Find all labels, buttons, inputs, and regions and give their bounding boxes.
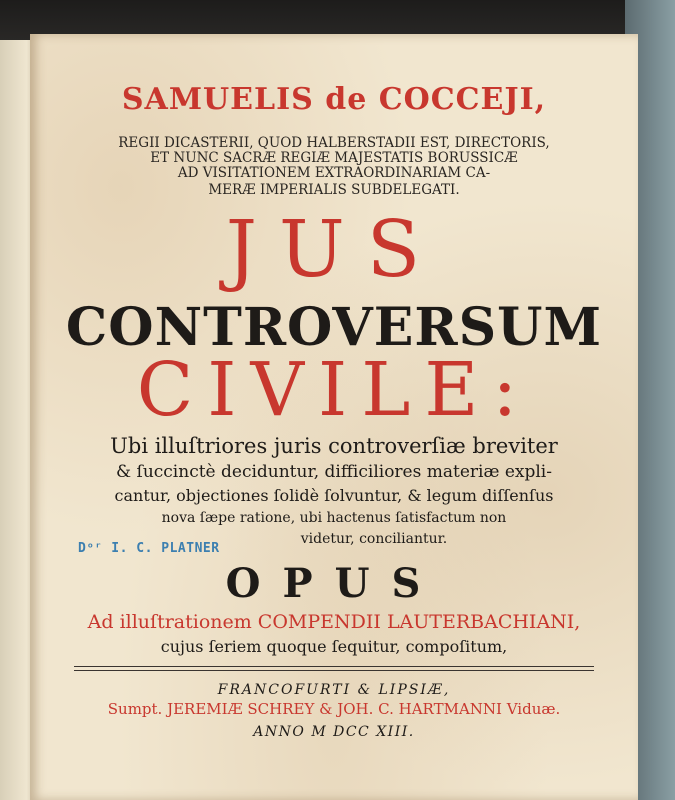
- author-title-line: AD VISITATIONEM EXTRAORDINARIAM CA-: [177, 165, 491, 181]
- author-name: SAMUELIS de COCCEJI,: [121, 82, 547, 117]
- author-title-line: ET NUNC SACRÆ REGIÆ MAJESTATIS BORUSSICÆ: [150, 150, 518, 166]
- title-page: [30, 34, 638, 800]
- description-line: & ſuccinctè deciduntur, difficiliores materiæ expli-: [115, 462, 552, 482]
- cujus-line: cujus ſeriem quoque ſequitur, compoſitum,: [160, 637, 508, 656]
- imprint-place: FRANCOFURTI & LIPSIÆ,: [217, 682, 451, 698]
- imprint-publisher: Sumpt. JEREMIÆ SCHREY & JOH. C. HARTMANNI Viduæ.: [107, 700, 561, 718]
- description-line: nova ſæpe ratione, ubi hactenus ſatisfactum non: [161, 510, 507, 526]
- book-title-civile: CIVILE:: [136, 347, 532, 433]
- ownership-stamp: Dᵒʳ I. C. PLATNER: [78, 541, 220, 556]
- divider-rule: [74, 666, 594, 671]
- author-title-line: REGII DICASTERII, QUOD HALBERSTADII EST, DIRECTORIS,: [118, 135, 550, 151]
- imprint-year: ANNO M DCC XIII.: [253, 724, 415, 740]
- ad-illustrationem-line: Ad illuſtrationem COMPENDII LAUTERBACHIANI,: [87, 611, 581, 633]
- book-title-jus: JUS: [225, 205, 443, 295]
- description-line: cantur, objectiones ſolidè ſolvuntur, & legum diſſenſus: [114, 486, 554, 505]
- description-line: videtur, conciliantur.: [300, 531, 448, 547]
- author-title-line: MERÆ IMPERIALIS SUBDELEGATI.: [208, 182, 460, 198]
- description-line: Ubi illuſtriores juris controverſiæ breviter: [110, 434, 558, 458]
- book-title-controversum: CONTROVERSUM: [65, 297, 603, 358]
- opus-heading: OPUS: [225, 560, 443, 607]
